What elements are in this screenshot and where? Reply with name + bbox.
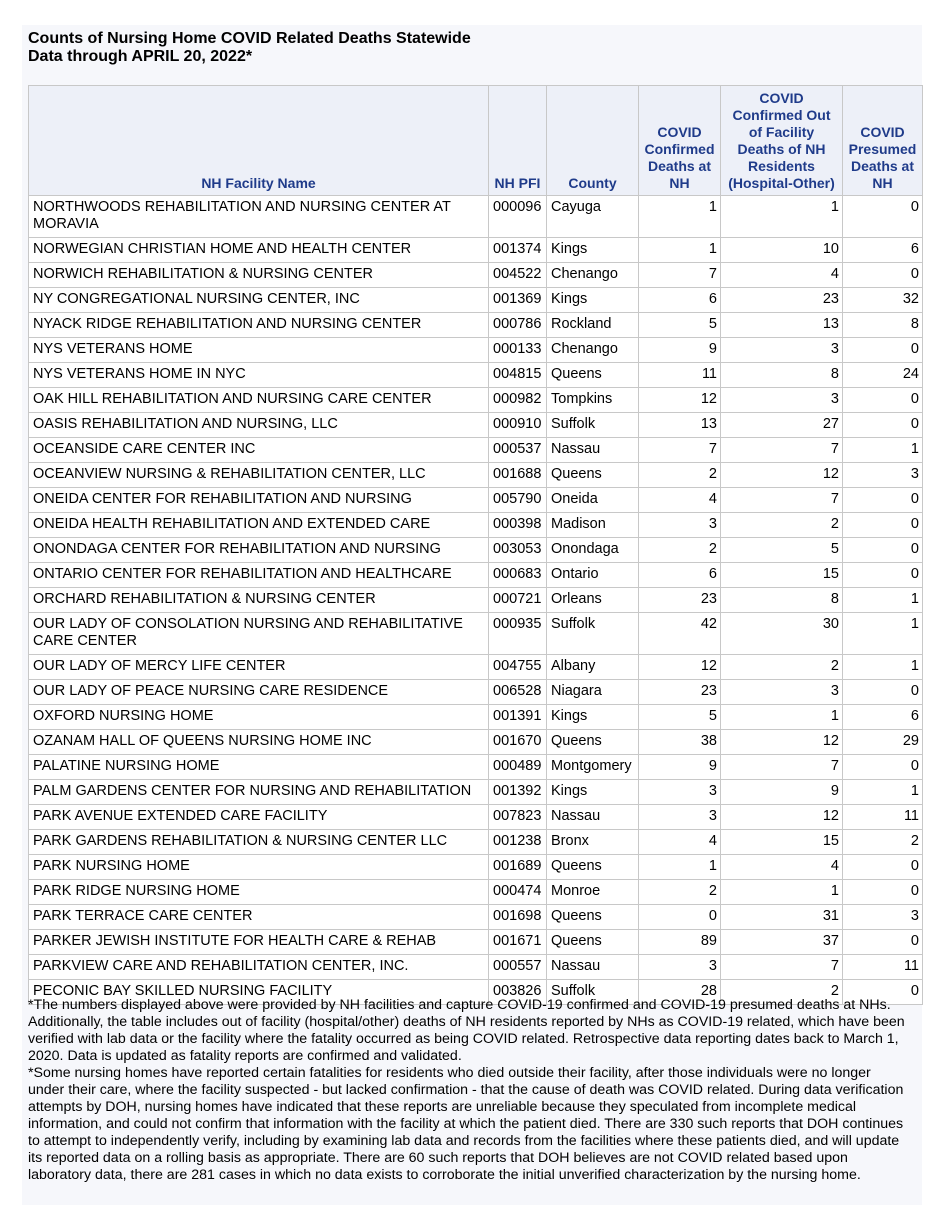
cell-nh-pfi: 001698 — [489, 905, 547, 930]
cell-county: Tompkins — [547, 388, 639, 413]
cell-facility-name: NY CONGREGATIONAL NURSING CENTER, INC — [29, 288, 489, 313]
title-line-2: Data through APRIL 20, 2022* — [28, 48, 253, 65]
cell-confirmed-deaths: 1 — [639, 855, 721, 880]
table-row — [29, 705, 923, 730]
cell-out-of-facility-deaths: 2 — [721, 513, 843, 538]
cell-confirmed-deaths: 23 — [639, 680, 721, 705]
cell-confirmed-deaths: 9 — [639, 338, 721, 363]
cell-nh-pfi: 000133 — [489, 338, 547, 363]
cell-confirmed-deaths: 38 — [639, 730, 721, 755]
cell-county: Suffolk — [547, 413, 639, 438]
cell-presumed-deaths: 1 — [843, 613, 923, 655]
table-row — [29, 438, 923, 463]
cell-confirmed-deaths: 4 — [639, 830, 721, 855]
table-row — [29, 288, 923, 313]
table-body — [29, 196, 923, 1005]
cell-confirmed-deaths: 23 — [639, 588, 721, 613]
cell-presumed-deaths: 0 — [843, 538, 923, 563]
cell-county: Queens — [547, 363, 639, 388]
cell-facility-name: NYS VETERANS HOME — [29, 338, 489, 363]
cell-facility-name: OZANAM HALL OF QUEENS NURSING HOME INC — [29, 730, 489, 755]
cell-county: Queens — [547, 930, 639, 955]
cell-confirmed-deaths: 12 — [639, 655, 721, 680]
cell-county: Suffolk — [547, 980, 639, 1005]
cell-presumed-deaths: 11 — [843, 955, 923, 980]
cell-nh-pfi: 000935 — [489, 613, 547, 655]
cell-presumed-deaths: 2 — [843, 830, 923, 855]
header-confirmed-deaths: COVID Confirmed Deaths at NH — [639, 86, 721, 196]
footnote-2: *Some nursing homes have reported certain fatalities for residents who died outside their facility, after those individuals were no longer under their care, where the facility suspected - but lacked confirmation - that the cause of death was COVID related. During data verification attempts by DOH, nursing homes have indicated that these reports are unreliable because they speculated from incomplete medical information, and could not confirm that information with the facility at which the patient died. There are 330 such reports that DOH continues to attempt to independently verify, including by examining lab data and records from the facilities where these patients died, and will update its reported data on a rolling basis as appropriate. There are 60 such reports that DOH believes are not COVID related based upon laboratory data, there are 281 cases in which no data exists to corroborate the initial unverified characterization by the nursing home. — [28, 1065, 904, 1183]
cell-facility-name: PARKVIEW CARE AND REHABILITATION CENTER, INC. — [29, 955, 489, 980]
cell-facility-name: OAK HILL REHABILITATION AND NURSING CARE CENTER — [29, 388, 489, 413]
cell-county: Nassau — [547, 438, 639, 463]
table-header-row — [29, 86, 923, 196]
cell-facility-name: PARK RIDGE NURSING HOME — [29, 880, 489, 905]
cell-nh-pfi: 001374 — [489, 238, 547, 263]
cell-presumed-deaths: 1 — [843, 780, 923, 805]
cell-county: Kings — [547, 238, 639, 263]
cell-presumed-deaths: 0 — [843, 855, 923, 880]
page-title — [28, 30, 471, 66]
cell-out-of-facility-deaths: 2 — [721, 980, 843, 1005]
table-row — [29, 563, 923, 588]
cell-confirmed-deaths: 7 — [639, 438, 721, 463]
cell-county: Madison — [547, 513, 639, 538]
cell-out-of-facility-deaths: 12 — [721, 463, 843, 488]
cell-nh-pfi: 001392 — [489, 780, 547, 805]
cell-confirmed-deaths: 5 — [639, 705, 721, 730]
footnote-1: *The numbers displayed above were provided by NH facilities and capture COVID-19 confirmed and COVID-19 presumed deaths at NHs. Additionally, the table includes out of facility (hospital/other) deaths of NH residents reported by NHs as COVID-19 related, which have been verified with lab data or the facility where the fatality occurred as being COVID related. Retrospective data reporting dates back to March 1, 2020. Data is updated as fatality reports are confirmed and validated. — [28, 997, 905, 1064]
cell-nh-pfi: 005790 — [489, 488, 547, 513]
cell-out-of-facility-deaths: 7 — [721, 488, 843, 513]
cell-county: Queens — [547, 855, 639, 880]
cell-confirmed-deaths: 7 — [639, 263, 721, 288]
footnotes — [28, 997, 908, 1184]
cell-out-of-facility-deaths: 12 — [721, 730, 843, 755]
table-row — [29, 363, 923, 388]
cell-facility-name: OUR LADY OF MERCY LIFE CENTER — [29, 655, 489, 680]
cell-nh-pfi: 001670 — [489, 730, 547, 755]
cell-out-of-facility-deaths: 7 — [721, 955, 843, 980]
cell-county: Queens — [547, 463, 639, 488]
cell-nh-pfi: 001688 — [489, 463, 547, 488]
cell-out-of-facility-deaths: 3 — [721, 680, 843, 705]
cell-presumed-deaths: 0 — [843, 338, 923, 363]
table-row — [29, 313, 923, 338]
cell-nh-pfi: 000786 — [489, 313, 547, 338]
table-row — [29, 855, 923, 880]
cell-county: Bronx — [547, 830, 639, 855]
table-row — [29, 463, 923, 488]
cell-nh-pfi: 001671 — [489, 930, 547, 955]
cell-confirmed-deaths: 12 — [639, 388, 721, 413]
cell-out-of-facility-deaths: 7 — [721, 438, 843, 463]
cell-presumed-deaths: 32 — [843, 288, 923, 313]
cell-facility-name: OCEANVIEW NURSING & REHABILITATION CENTER, LLC — [29, 463, 489, 488]
cell-presumed-deaths: 1 — [843, 655, 923, 680]
cell-facility-name: ONEIDA CENTER FOR REHABILITATION AND NURSING — [29, 488, 489, 513]
cell-presumed-deaths: 0 — [843, 980, 923, 1005]
table-row — [29, 538, 923, 563]
cell-facility-name: NYS VETERANS HOME IN NYC — [29, 363, 489, 388]
cell-nh-pfi: 000398 — [489, 513, 547, 538]
cell-presumed-deaths: 0 — [843, 563, 923, 588]
cell-confirmed-deaths: 6 — [639, 288, 721, 313]
cell-presumed-deaths: 29 — [843, 730, 923, 755]
table-row — [29, 263, 923, 288]
cell-confirmed-deaths: 11 — [639, 363, 721, 388]
table-row — [29, 488, 923, 513]
cell-county: Nassau — [547, 805, 639, 830]
cell-facility-name: ONTARIO CENTER FOR REHABILITATION AND HEALTHCARE — [29, 563, 489, 588]
table-row — [29, 680, 923, 705]
cell-out-of-facility-deaths: 10 — [721, 238, 843, 263]
cell-nh-pfi: 001369 — [489, 288, 547, 313]
cell-confirmed-deaths: 1 — [639, 238, 721, 263]
cell-facility-name: NORWEGIAN CHRISTIAN HOME AND HEALTH CENTER — [29, 238, 489, 263]
cell-nh-pfi: 001689 — [489, 855, 547, 880]
cell-facility-name: ONONDAGA CENTER FOR REHABILITATION AND NURSING — [29, 538, 489, 563]
table-row — [29, 880, 923, 905]
cell-confirmed-deaths: 2 — [639, 880, 721, 905]
cell-facility-name: ORCHARD REHABILITATION & NURSING CENTER — [29, 588, 489, 613]
cell-out-of-facility-deaths: 15 — [721, 563, 843, 588]
table-row — [29, 905, 923, 930]
cell-presumed-deaths: 3 — [843, 463, 923, 488]
cell-out-of-facility-deaths: 8 — [721, 363, 843, 388]
cell-presumed-deaths: 0 — [843, 930, 923, 955]
cell-out-of-facility-deaths: 31 — [721, 905, 843, 930]
cell-out-of-facility-deaths: 30 — [721, 613, 843, 655]
cell-nh-pfi: 004815 — [489, 363, 547, 388]
cell-presumed-deaths: 0 — [843, 263, 923, 288]
cell-out-of-facility-deaths: 37 — [721, 930, 843, 955]
cell-county: Orleans — [547, 588, 639, 613]
cell-out-of-facility-deaths: 4 — [721, 855, 843, 880]
cell-facility-name: PARK NURSING HOME — [29, 855, 489, 880]
table-row — [29, 413, 923, 438]
cell-county: Cayuga — [547, 196, 639, 238]
table-row — [29, 238, 923, 263]
cell-nh-pfi: 003826 — [489, 980, 547, 1005]
cell-county: Oneida — [547, 488, 639, 513]
cell-facility-name: PALM GARDENS CENTER FOR NURSING AND REHABILITATION — [29, 780, 489, 805]
cell-county: Kings — [547, 780, 639, 805]
table-row — [29, 338, 923, 363]
cell-out-of-facility-deaths: 13 — [721, 313, 843, 338]
cell-facility-name: PARK TERRACE CARE CENTER — [29, 905, 489, 930]
table-row — [29, 955, 923, 980]
cell-county: Suffolk — [547, 613, 639, 655]
cell-nh-pfi: 006528 — [489, 680, 547, 705]
cell-county: Chenango — [547, 263, 639, 288]
cell-presumed-deaths: 1 — [843, 438, 923, 463]
cell-presumed-deaths: 3 — [843, 905, 923, 930]
table-row — [29, 196, 923, 238]
cell-confirmed-deaths: 2 — [639, 538, 721, 563]
cell-presumed-deaths: 0 — [843, 488, 923, 513]
cell-out-of-facility-deaths: 3 — [721, 338, 843, 363]
cell-confirmed-deaths: 13 — [639, 413, 721, 438]
cell-out-of-facility-deaths: 3 — [721, 388, 843, 413]
cell-out-of-facility-deaths: 15 — [721, 830, 843, 855]
cell-out-of-facility-deaths: 4 — [721, 263, 843, 288]
cell-nh-pfi: 001238 — [489, 830, 547, 855]
cell-presumed-deaths: 0 — [843, 680, 923, 705]
cell-presumed-deaths: 1 — [843, 588, 923, 613]
cell-nh-pfi: 000683 — [489, 563, 547, 588]
cell-presumed-deaths: 8 — [843, 313, 923, 338]
cell-county: Queens — [547, 905, 639, 930]
cell-nh-pfi: 000910 — [489, 413, 547, 438]
cell-facility-name: OXFORD NURSING HOME — [29, 705, 489, 730]
cell-nh-pfi: 000096 — [489, 196, 547, 238]
cell-county: Rockland — [547, 313, 639, 338]
cell-confirmed-deaths: 89 — [639, 930, 721, 955]
table-row — [29, 588, 923, 613]
cell-confirmed-deaths: 5 — [639, 313, 721, 338]
cell-confirmed-deaths: 6 — [639, 563, 721, 588]
cell-facility-name: ONEIDA HEALTH REHABILITATION AND EXTENDED CARE — [29, 513, 489, 538]
cell-presumed-deaths: 6 — [843, 705, 923, 730]
cell-out-of-facility-deaths: 5 — [721, 538, 843, 563]
cell-county: Chenango — [547, 338, 639, 363]
cell-facility-name: NORWICH REHABILITATION & NURSING CENTER — [29, 263, 489, 288]
cell-confirmed-deaths: 2 — [639, 463, 721, 488]
cell-presumed-deaths: 24 — [843, 363, 923, 388]
cell-facility-name: NYACK RIDGE REHABILITATION AND NURSING CENTER — [29, 313, 489, 338]
cell-out-of-facility-deaths: 1 — [721, 196, 843, 238]
cell-nh-pfi: 000557 — [489, 955, 547, 980]
cell-county: Kings — [547, 705, 639, 730]
cell-out-of-facility-deaths: 8 — [721, 588, 843, 613]
cell-nh-pfi: 000474 — [489, 880, 547, 905]
cell-nh-pfi: 004755 — [489, 655, 547, 680]
cell-facility-name: NORTHWOODS REHABILITATION AND NURSING CENTER AT MORAVIA — [29, 196, 489, 238]
cell-confirmed-deaths: 3 — [639, 513, 721, 538]
cell-county: Onondaga — [547, 538, 639, 563]
cell-county: Albany — [547, 655, 639, 680]
cell-presumed-deaths: 11 — [843, 805, 923, 830]
cell-facility-name: OCEANSIDE CARE CENTER INC — [29, 438, 489, 463]
cell-confirmed-deaths: 3 — [639, 805, 721, 830]
cell-out-of-facility-deaths: 1 — [721, 880, 843, 905]
cell-confirmed-deaths: 4 — [639, 488, 721, 513]
cell-out-of-facility-deaths: 9 — [721, 780, 843, 805]
table-row — [29, 930, 923, 955]
cell-presumed-deaths: 0 — [843, 388, 923, 413]
table-row — [29, 780, 923, 805]
cell-presumed-deaths: 6 — [843, 238, 923, 263]
cell-nh-pfi: 000489 — [489, 755, 547, 780]
cell-out-of-facility-deaths: 7 — [721, 755, 843, 780]
header-out-of-facility-deaths: COVID Confirmed Out of Facility Deaths of NH Residents (Hospital-Other) — [721, 86, 843, 196]
table-row — [29, 805, 923, 830]
cell-out-of-facility-deaths: 2 — [721, 655, 843, 680]
cell-presumed-deaths: 0 — [843, 196, 923, 238]
cell-nh-pfi: 000721 — [489, 588, 547, 613]
cell-nh-pfi: 000537 — [489, 438, 547, 463]
cell-out-of-facility-deaths: 1 — [721, 705, 843, 730]
cell-out-of-facility-deaths: 23 — [721, 288, 843, 313]
cell-facility-name: PECONIC BAY SKILLED NURSING FACILITY — [29, 980, 489, 1005]
header-nh-pfi: NH PFI — [489, 86, 547, 196]
cell-nh-pfi: 001391 — [489, 705, 547, 730]
cell-facility-name: OUR LADY OF PEACE NURSING CARE RESIDENCE — [29, 680, 489, 705]
table-row — [29, 755, 923, 780]
cell-county: Queens — [547, 730, 639, 755]
cell-out-of-facility-deaths: 12 — [721, 805, 843, 830]
table-row — [29, 655, 923, 680]
cell-presumed-deaths: 0 — [843, 755, 923, 780]
cell-facility-name: PARK AVENUE EXTENDED CARE FACILITY — [29, 805, 489, 830]
cell-confirmed-deaths: 3 — [639, 955, 721, 980]
cell-county: Nassau — [547, 955, 639, 980]
cell-county: Niagara — [547, 680, 639, 705]
table-row — [29, 613, 923, 655]
cell-confirmed-deaths: 3 — [639, 780, 721, 805]
cell-facility-name: PARKER JEWISH INSTITUTE FOR HEALTH CARE & REHAB — [29, 930, 489, 955]
cell-confirmed-deaths: 0 — [639, 905, 721, 930]
cell-facility-name: PARK GARDENS REHABILITATION & NURSING CENTER LLC — [29, 830, 489, 855]
header-county: County — [547, 86, 639, 196]
cell-facility-name: OUR LADY OF CONSOLATION NURSING AND REHABILITATIVE CARE CENTER — [29, 613, 489, 655]
cell-facility-name: PALATINE NURSING HOME — [29, 755, 489, 780]
cell-nh-pfi: 000982 — [489, 388, 547, 413]
cell-confirmed-deaths: 28 — [639, 980, 721, 1005]
cell-presumed-deaths: 0 — [843, 513, 923, 538]
table-row — [29, 830, 923, 855]
cell-confirmed-deaths: 9 — [639, 755, 721, 780]
cell-nh-pfi: 007823 — [489, 805, 547, 830]
cell-presumed-deaths: 0 — [843, 880, 923, 905]
header-facility-name: NH Facility Name — [29, 86, 489, 196]
cell-presumed-deaths: 0 — [843, 413, 923, 438]
cell-county: Monroe — [547, 880, 639, 905]
cell-facility-name: OASIS REHABILITATION AND NURSING, LLC — [29, 413, 489, 438]
deaths-table — [28, 85, 923, 1005]
cell-confirmed-deaths: 42 — [639, 613, 721, 655]
table-row — [29, 730, 923, 755]
cell-county: Montgomery — [547, 755, 639, 780]
cell-nh-pfi: 003053 — [489, 538, 547, 563]
cell-out-of-facility-deaths: 27 — [721, 413, 843, 438]
cell-county: Ontario — [547, 563, 639, 588]
header-presumed-deaths: COVID Presumed Deaths at NH — [843, 86, 923, 196]
table-row — [29, 513, 923, 538]
cell-confirmed-deaths: 1 — [639, 196, 721, 238]
table-row — [29, 388, 923, 413]
title-line-1: Counts of Nursing Home COVID Related Deaths Statewide — [28, 30, 471, 47]
cell-county: Kings — [547, 288, 639, 313]
cell-nh-pfi: 004522 — [489, 263, 547, 288]
